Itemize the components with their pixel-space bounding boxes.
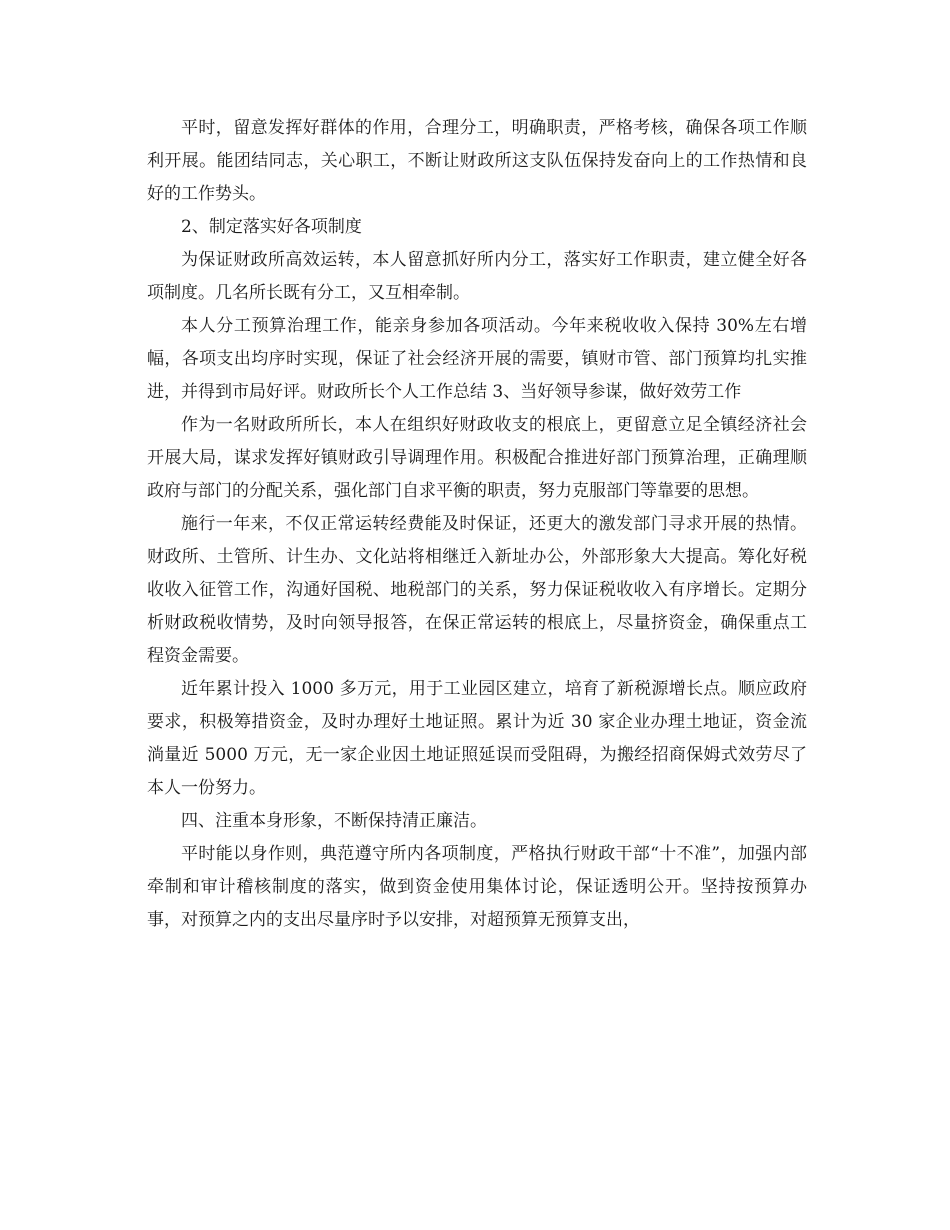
paragraph-rules: 为保证财政所高效运转，本人留意抓好所内分工，落实好工作职责，建立健全好各项制度。几名所长既有分工，又互相牵制。 <box>147 250 807 303</box>
paragraph-team-role: 平时，留意发挥好群体的作用，合理分工，明确职责，严格考核，确保各项工作顺利开展。能团结同志，关心职工，不断让财政所这支队伍保持发奋向上的工作热情和良好的工作势头。 <box>147 118 807 204</box>
paragraph-investment: 近年累计投入 1000 多万元，用于工业园区建立，培育了新税源增长点。顺应政府要求，积极筹措资金，及时办理好土地证照。累计为近 30 家企业办理土地证，资金流淌量近 5000 万元，无一家企业因土地证照延误而受阻碍，为搬经招商保姆式效劳尽了本人一份努力。 <box>147 679 807 798</box>
paragraph-budget-management: 本人分工预算治理工作，能亲身参加各项活动。今年来税收收入保持 30%左右增幅，各项支出均序时实现，保证了社会经济开展的需要，镇财市管、部门预算均扎实推进，并得到市局好评。财政所长个人工作总结 3、当好领导参谋，做好效劳工作 <box>147 316 807 402</box>
document-body <box>147 112 807 937</box>
paragraph-director-role: 作为一名财政所所长，本人在组织好财政收支的根底上，更留意立足全镇经济社会开展大局，谋求发挥好镇财政引导调理作用。积极配合推进好部门预算治理，正确理顺政府与部门的分配关系，强化部门自求平衡的职责，努力克服部门等靠要的思想。 <box>147 415 807 501</box>
section-heading-integrity: 四、注重本身形象，不断保持清正廉洁。 <box>181 811 487 831</box>
section-heading-rules: 2、制定落实好各项制度 <box>181 217 362 237</box>
paragraph-implementation: 施行一年来，不仅正常运转经费能及时保证，还更大的激发部门寻求开展的热情。财政所、土管所、计生办、文化站将相继迁入新址办公，外部形象大大提高。筹化好税收收入征管工作，沟通好国税、地税部门的关系，努力保证税收收入有序增长。定期分析财政税收情势，及时向领导报答，在保正常运转的根底上，尽量挤资金，确保重点工程资金需要。 <box>147 514 807 666</box>
paragraph-integrity: 平时能以身作则，典范遵守所内各项制度，严格执行财政干部“十不准”，加强内部牵制和审计稽核制度的落实，做到资金使用集体讨论，保证透明公开。坚持按预算办事，对预算之内的支出尽量序时予以安排，对超预算无预算支出， <box>147 844 807 930</box>
